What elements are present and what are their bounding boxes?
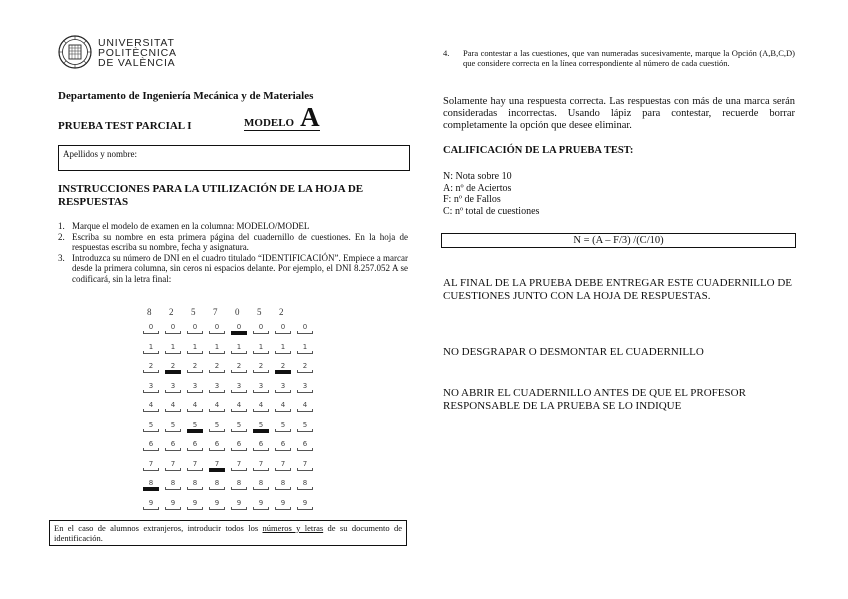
dni-bubble <box>275 402 291 410</box>
dni-bubble <box>165 324 181 332</box>
dni-bubble-number: 7 <box>192 459 198 468</box>
dni-bubble-box <box>253 331 269 334</box>
dni-bubble-number: 5 <box>302 420 308 429</box>
dni-bubble-box <box>297 487 313 490</box>
dni-bubble <box>231 422 247 430</box>
dni-bubble-box <box>231 331 247 335</box>
final-note-no-open: NO ABRIR EL CUADERNILLO ANTES DE QUE EL PROFESOR RESPONSABLE DE LA PRUEBA SE LO INDIQUE <box>443 387 746 412</box>
dni-bubble-box <box>231 429 247 432</box>
dni-bubble-number: 1 <box>148 342 154 351</box>
dni-bubble <box>187 383 203 391</box>
dni-bubble-box <box>143 448 159 451</box>
dni-bubble <box>253 402 269 410</box>
dni-bubble-box <box>253 468 269 471</box>
dni-bubble <box>187 461 203 469</box>
dni-bubble-number: 3 <box>236 381 242 390</box>
dni-bubble <box>209 480 225 488</box>
dni-bubble <box>297 344 313 352</box>
dni-bubble-number: 0 <box>214 323 220 331</box>
dni-bubble <box>209 383 225 391</box>
dni-bubble-number: 1 <box>170 342 176 351</box>
dni-bubble-box <box>143 331 159 334</box>
dni-bubble-box <box>253 370 269 373</box>
dni-bubble <box>297 480 313 488</box>
dni-bubble <box>209 344 225 352</box>
university-name <box>98 38 177 68</box>
dni-bubble-box <box>165 507 181 510</box>
dni-bubble-box <box>231 351 247 354</box>
dni-bubble <box>165 461 181 469</box>
dni-bubble-box <box>165 409 181 412</box>
dni-bubble-box <box>143 487 159 491</box>
instruction-number: 4. <box>443 48 450 58</box>
university-name-line-1: UNIVERSITAT <box>98 37 175 49</box>
dni-bubble-box <box>253 351 269 354</box>
dni-bubble <box>231 363 247 371</box>
dni-bubble-number: 7 <box>302 459 308 468</box>
dni-bubble-number: 5 <box>192 420 198 429</box>
dni-bubble-box <box>275 468 291 471</box>
dni-bubble <box>143 324 159 332</box>
dni-bubble-box <box>209 370 225 373</box>
model-text: MODELO <box>244 117 295 129</box>
dni-bubble-box <box>209 409 225 412</box>
dni-bubble-number: 9 <box>236 498 242 507</box>
dni-bubble <box>209 402 225 410</box>
dni-bubble <box>209 324 225 332</box>
dni-bubble-number: 8 <box>148 479 154 487</box>
dni-bubble <box>297 422 313 430</box>
dni-bubble-box <box>275 390 291 393</box>
dni-bubble-marked <box>231 324 247 332</box>
dni-bubble-number: 1 <box>192 342 198 351</box>
dni-bubble-box <box>143 468 159 471</box>
instructions-list <box>58 221 408 284</box>
legend-line: C: nº total de cuestiones <box>443 205 540 217</box>
dni-bubble <box>231 480 247 488</box>
dni-bubble <box>165 344 181 352</box>
dni-bubble <box>297 500 313 508</box>
dni-bubble-number: 6 <box>302 440 308 448</box>
dni-bubble-number: 2 <box>192 362 198 370</box>
dni-bubble-number: 5 <box>148 420 154 429</box>
dni-digit-label: 5 <box>191 307 196 317</box>
legend-line: N: Nota sobre 10 <box>443 171 512 182</box>
dni-bubble-number: 3 <box>148 381 154 390</box>
dni-bubble-box <box>297 331 313 334</box>
dni-bubble-number: 8 <box>236 479 242 487</box>
university-name-line-2: POLITÈCNICA <box>98 47 177 59</box>
dni-bubble-box <box>209 487 225 490</box>
dni-bubble <box>275 441 291 449</box>
dni-bubble <box>275 344 291 352</box>
dni-bubble-box <box>187 468 203 471</box>
dni-bubble-box <box>253 507 269 510</box>
dni-bubble-box <box>143 507 159 510</box>
dni-bubble-number: 6 <box>236 440 242 448</box>
dni-digit-label: 2 <box>169 307 174 317</box>
dni-bubble <box>297 383 313 391</box>
dni-bubble-box <box>275 487 291 490</box>
dni-bubble <box>275 324 291 332</box>
instruction-item <box>58 221 408 232</box>
dni-bubble-number: 9 <box>148 498 154 507</box>
dni-bubble <box>231 402 247 410</box>
dni-bubble <box>187 441 203 449</box>
dni-bubble <box>187 402 203 410</box>
dni-bubble-number: 3 <box>280 381 286 390</box>
instruction-text: Marque el modelo de examen en la columna: MODELO/MODEL <box>72 221 310 231</box>
dni-bubble-number: 3 <box>170 381 176 390</box>
dni-bubble-number: 0 <box>280 323 286 331</box>
instruction-number: 3. <box>58 252 65 263</box>
dni-bubble-number: 6 <box>214 440 220 448</box>
dni-bubble <box>275 461 291 469</box>
dni-bubble-box <box>209 468 225 472</box>
instruction-item <box>58 253 408 285</box>
dni-bubble-number: 4 <box>214 401 220 409</box>
dni-bubble-number: 2 <box>258 362 264 370</box>
dni-bubble-number: 0 <box>236 323 242 331</box>
dni-bubble <box>231 461 247 469</box>
dni-bubble-number: 4 <box>302 401 308 409</box>
dni-bubble-number: 0 <box>148 323 154 331</box>
name-field-label: Apellidos y nombre: <box>63 149 137 159</box>
dni-bubble <box>231 383 247 391</box>
dni-digit-label: 8 <box>147 307 152 317</box>
dni-bubble <box>165 480 181 488</box>
dni-bubble-number: 6 <box>170 440 176 448</box>
dni-digit-label: 2 <box>279 307 284 317</box>
dni-bubble-box <box>187 487 203 490</box>
dni-bubble <box>297 402 313 410</box>
dni-bubble <box>253 500 269 508</box>
dni-bubble-number: 9 <box>192 498 198 507</box>
dni-bubble <box>143 344 159 352</box>
dni-bubble <box>187 500 203 508</box>
dni-bubble-marked <box>143 480 159 488</box>
legend-line: A: nº de Aciertos <box>443 182 512 194</box>
dni-bubble-box <box>187 429 203 433</box>
dni-bubble-box <box>209 351 225 354</box>
dni-bubble <box>231 441 247 449</box>
dni-bubble-number: 7 <box>148 459 154 468</box>
university-seal-logo <box>58 35 92 69</box>
dni-bubble-number: 4 <box>192 401 198 409</box>
grading-formula: N = (A – F/3) /(C/10) <box>441 233 796 248</box>
dni-bubble-box <box>231 409 247 412</box>
dni-bubble <box>231 344 247 352</box>
dni-bubble <box>187 363 203 371</box>
dni-bubble-number: 9 <box>170 498 176 507</box>
instruction-item <box>58 232 408 253</box>
instruction-item-4 <box>443 48 795 68</box>
dni-bubble-number: 8 <box>192 479 198 487</box>
dni-bubble-number: 1 <box>280 342 286 351</box>
dni-bubble-box <box>209 390 225 393</box>
dni-bubble-number: 1 <box>302 342 308 351</box>
dni-bubble-number: 2 <box>280 362 286 370</box>
dni-bubble-box <box>231 507 247 510</box>
dni-bubble-box <box>209 507 225 510</box>
dni-bubble-box <box>275 507 291 510</box>
dni-bubble-number: 6 <box>148 440 154 448</box>
instruction-number: 1. <box>58 221 65 231</box>
dni-bubble-box <box>253 390 269 393</box>
dni-bubble <box>165 383 181 391</box>
model-label <box>244 102 320 132</box>
dni-bubble-number: 8 <box>302 479 308 487</box>
dni-bubble-box <box>143 370 159 373</box>
dni-bubble-box <box>231 370 247 373</box>
dni-bubble-number: 3 <box>214 381 220 390</box>
dni-bubble <box>187 344 203 352</box>
dni-bubble <box>165 441 181 449</box>
dni-bubble <box>253 461 269 469</box>
dni-bubble-marked <box>253 422 269 430</box>
dni-bubble-box <box>275 409 291 412</box>
dni-bubble <box>209 422 225 430</box>
dni-bubble-number: 5 <box>236 420 242 429</box>
dni-bubble-box <box>209 448 225 451</box>
dni-bubble-number: 3 <box>258 381 264 390</box>
dni-bubble-number: 4 <box>236 401 242 409</box>
dni-bubble-number: 9 <box>302 498 308 507</box>
instruction-text: Escriba su nombre en esta primera página del cuadernillo de cuestiones. En la hoja de respuestas escriba su nombre, fecha y asignatura. <box>72 231 408 252</box>
dni-bubble-number: 6 <box>192 440 198 448</box>
dni-bubble-number: 8 <box>170 479 176 487</box>
dni-bubble-box <box>253 409 269 412</box>
dni-bubble <box>275 480 291 488</box>
dni-bubble-number: 7 <box>214 459 220 468</box>
dni-bubble-box <box>143 351 159 354</box>
dni-bubble-number: 7 <box>258 459 264 468</box>
dni-bubble-box <box>165 448 181 451</box>
dni-bubble <box>143 422 159 430</box>
dni-bubble <box>143 363 159 371</box>
dni-bubble <box>165 402 181 410</box>
dni-bubble-box <box>275 448 291 451</box>
dni-bubble <box>253 324 269 332</box>
dni-bubble-box <box>231 390 247 393</box>
dni-bubble <box>143 500 159 508</box>
dni-bubble-box <box>165 487 181 490</box>
dni-bubble <box>275 383 291 391</box>
dni-bubble-box <box>187 390 203 393</box>
dni-bubble-marked <box>275 363 291 371</box>
dni-bubble <box>165 500 181 508</box>
dni-bubble-number: 2 <box>148 362 154 370</box>
grading-legend <box>443 171 539 217</box>
foreign-students-note <box>49 520 407 546</box>
dni-bubble <box>231 500 247 508</box>
legend-line: F: nº de Fallos <box>443 194 501 205</box>
dni-bubble-number: 9 <box>214 498 220 507</box>
dni-bubble <box>253 441 269 449</box>
dni-bubble-marked <box>165 363 181 371</box>
dni-bubble-number: 4 <box>280 401 286 409</box>
dni-bubble-number: 6 <box>258 440 264 448</box>
dni-bubble <box>297 363 313 371</box>
dni-bubble-box <box>165 351 181 354</box>
instructions-title: INSTRUCCIONES PARA LA UTILIZACIÓN DE LA HOJA DE RESPUESTAS <box>58 183 364 208</box>
dni-bubble-number: 4 <box>258 401 264 409</box>
dni-bubble-number: 3 <box>192 381 198 390</box>
dni-bubble-number: 8 <box>214 479 220 487</box>
dni-bubble-box <box>275 370 291 374</box>
dni-bubble-number: 7 <box>280 459 286 468</box>
dni-bubble-number: 5 <box>258 420 264 429</box>
foreign-note-text-end: de su documento de identificación. <box>54 523 402 543</box>
university-name-line-3: DE VALÈNCIA <box>98 57 176 69</box>
dni-bubble-box <box>187 351 203 354</box>
dni-bubble <box>187 480 203 488</box>
dni-bubble-number: 5 <box>214 420 220 429</box>
dni-bubble-number: 6 <box>280 440 286 448</box>
dni-bubble-box <box>297 507 313 510</box>
dni-bubble-number: 7 <box>236 459 242 468</box>
dni-bubble <box>143 441 159 449</box>
dni-digit-label: 5 <box>257 307 262 317</box>
foreign-note-underlined: números y letras <box>262 523 324 533</box>
dni-bubble-box <box>297 370 313 373</box>
dni-bubble-box <box>253 429 269 433</box>
dni-bubble-number: 0 <box>258 323 264 331</box>
dni-bubble-box <box>275 351 291 354</box>
dni-bubble-box <box>297 409 313 412</box>
dni-bubble-number: 2 <box>170 362 176 370</box>
dni-bubble-box <box>297 468 313 471</box>
dni-bubble-number: 9 <box>280 498 286 507</box>
dni-bubble <box>143 383 159 391</box>
dni-bubble-box <box>297 429 313 432</box>
department-heading: Departamento de Ingeniería Mecánica y de Materiales <box>58 90 314 102</box>
dni-bubble-box <box>187 370 203 373</box>
dni-bubble-box <box>143 390 159 393</box>
dni-bubble-number: 3 <box>302 381 308 390</box>
dni-bubble-number: 1 <box>258 342 264 351</box>
dni-bubble <box>209 363 225 371</box>
dni-bubble <box>187 324 203 332</box>
dni-bubble-number: 0 <box>170 323 176 331</box>
dni-bubble <box>209 500 225 508</box>
dni-bubble-number: 2 <box>236 362 242 370</box>
dni-bubble-number: 5 <box>170 420 176 429</box>
dni-bubble-box <box>231 448 247 451</box>
dni-bubble-number: 5 <box>280 420 286 429</box>
dni-bubble-box <box>275 429 291 432</box>
dni-bubble-number: 7 <box>170 459 176 468</box>
dni-bubble-box <box>297 448 313 451</box>
instruction-text: Introduzca su número de DNI en el cuadro titulado “IDENTIFICACIÓN”. Empiece a marcar desde la primera columna, sin ceros ni espacios delante. Por ejemplo, el DNI 8.257.052 A se codificará, sin la letra final: <box>72 252 408 284</box>
dni-bubble-number: 1 <box>236 342 242 351</box>
single-answer-note: Solamente hay una respuesta correcta. Las respuestas con más de una marca serán consideradas incorrectas. Usando lápiz para contestar, recuerde borrar completamente la opción que desee eliminar. <box>443 96 795 131</box>
dni-bubble <box>253 480 269 488</box>
dni-bubble-number: 9 <box>258 498 264 507</box>
model-letter: A <box>300 102 320 132</box>
dni-bubble <box>165 422 181 430</box>
dni-bubble-box <box>209 429 225 432</box>
dni-bubble-box <box>165 390 181 393</box>
dni-bubble <box>143 461 159 469</box>
dni-bubble <box>297 461 313 469</box>
test-title: PRUEBA TEST PARCIAL I <box>58 120 192 132</box>
dni-bubble-box <box>187 448 203 451</box>
dni-bubble <box>209 441 225 449</box>
foreign-note-text: En el caso de alumnos extranjeros, introducir todos los <box>54 523 263 533</box>
dni-bubble-box <box>187 409 203 412</box>
dni-bubble-number: 1 <box>214 342 220 351</box>
dni-bubble <box>143 402 159 410</box>
dni-bubble-number: 2 <box>214 362 220 370</box>
dni-bubble-marked <box>209 461 225 469</box>
grading-title: CALIFICACIÓN DE LA PRUEBA TEST: <box>443 145 634 156</box>
dni-bubble <box>297 441 313 449</box>
dni-bubble-number: 2 <box>302 362 308 370</box>
dni-bubble-number: 4 <box>170 401 176 409</box>
dni-bubble-box <box>297 351 313 354</box>
dni-bubble-box <box>187 331 203 334</box>
dni-bubble <box>253 383 269 391</box>
dni-bubble-box <box>165 370 181 374</box>
dni-bubble-box <box>187 507 203 510</box>
dni-bubble <box>253 344 269 352</box>
dni-bubble-number: 0 <box>302 323 308 331</box>
dni-bubble-box <box>143 409 159 412</box>
dni-bubble-box <box>275 331 291 334</box>
dni-bubble-box <box>165 429 181 432</box>
dni-digit-label: 0 <box>235 307 240 317</box>
dni-bubble-box <box>231 468 247 471</box>
dni-bubble-marked <box>187 422 203 430</box>
dni-bubble-box <box>165 331 181 334</box>
final-note-no-unstaple: NO DESGRAPAR O DESMONTAR EL CUADERNILLO <box>443 346 704 358</box>
dni-bubble-box <box>253 487 269 490</box>
dni-bubble-box <box>209 331 225 334</box>
final-note-submit: AL FINAL DE LA PRUEBA DEBE ENTREGAR ESTE CUADERNILLO DE CUESTIONES JUNTO CON LA HOJA DE RESPUESTAS. <box>443 277 793 302</box>
dni-bubble-box <box>231 487 247 490</box>
dni-bubble-box <box>297 390 313 393</box>
name-field-box[interactable] <box>58 145 410 171</box>
dni-bubble-box <box>143 429 159 432</box>
instruction-text: Para contestar a las cuestiones, que van numeradas sucesivamente, marque la Opción (A,B,C,D) que considere correcta en la línea correspondiente al número de cada cuestión. <box>463 48 795 68</box>
dni-bubble <box>253 363 269 371</box>
dni-bubble <box>275 422 291 430</box>
dni-bubble-number: 8 <box>280 479 286 487</box>
dni-bubble-box <box>253 448 269 451</box>
dni-digit-label: 7 <box>213 307 218 317</box>
dni-bubble <box>297 324 313 332</box>
dni-bubble <box>275 500 291 508</box>
dni-bubble-number: 4 <box>148 401 154 409</box>
dni-bubble-box <box>165 468 181 471</box>
dni-bubble-number: 8 <box>258 479 264 487</box>
instruction-number: 2. <box>58 231 65 242</box>
dni-bubble-number: 0 <box>192 323 198 331</box>
